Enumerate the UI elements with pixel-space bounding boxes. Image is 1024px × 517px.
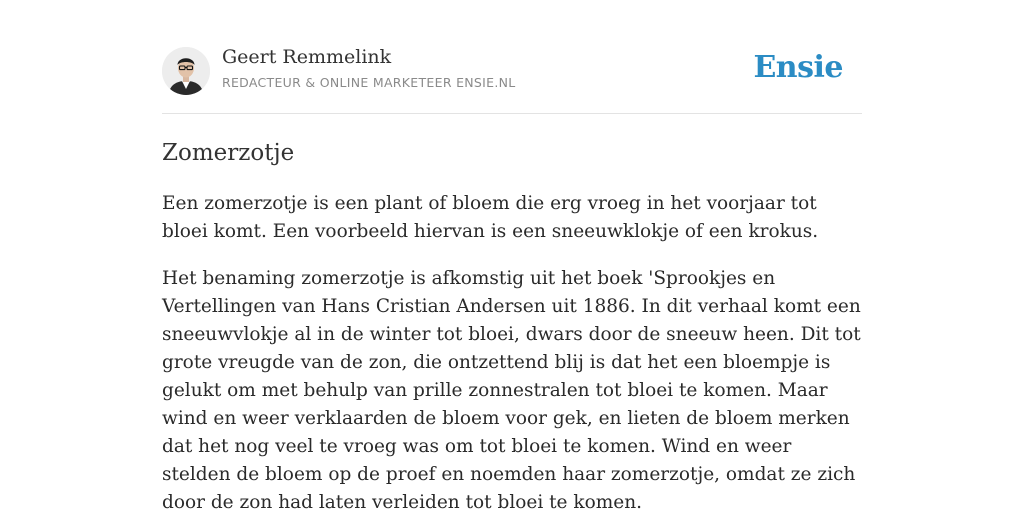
article-paragraph: Het benaming zomerzotje is afkomstig uit het boek 'Sprookjes en Vertellingen van Hans Cristian Andersen uit 1886. In dit verhaal komt een sneeuwvlokje al in de winter tot bloei, dwars door de sneeuw heen. Dit tot grote vreugde van de zon, die ontzettend blij is dat het een bloempje is gelukt om met behulp van prille zonnestralen tot bloei te komen. Maar wind en weer verklaarden de bloem voor gek, en lieten de bloem merken dat het nog veel te vroeg was om tot bloei te komen. Wind en weer stelden de bloem op de proef en noemden haar zomerzotje, omdat ze zich door de zon had laten verleiden tot bloei te komen. [162, 268, 861, 513]
ensie-logo[interactable]: Ensie [753, 50, 843, 85]
author-name: Geert Remmelink [222, 46, 392, 68]
author-header [162, 0, 862, 114]
article-card [162, 0, 862, 517]
author-role: REDACTEUR & ONLINE MARKETEER ENSIE.NL [222, 75, 516, 90]
article-title: Zomerzotje [162, 140, 295, 166]
author-avatar [162, 47, 210, 95]
article-paragraph: Een zomerzotje is een plant of bloem die erg vroeg in het voorjaar tot bloei komt. Een voorbeeld hiervan is een sneeuwklokje of een krokus. [162, 193, 819, 242]
author-portrait-icon [162, 47, 210, 95]
